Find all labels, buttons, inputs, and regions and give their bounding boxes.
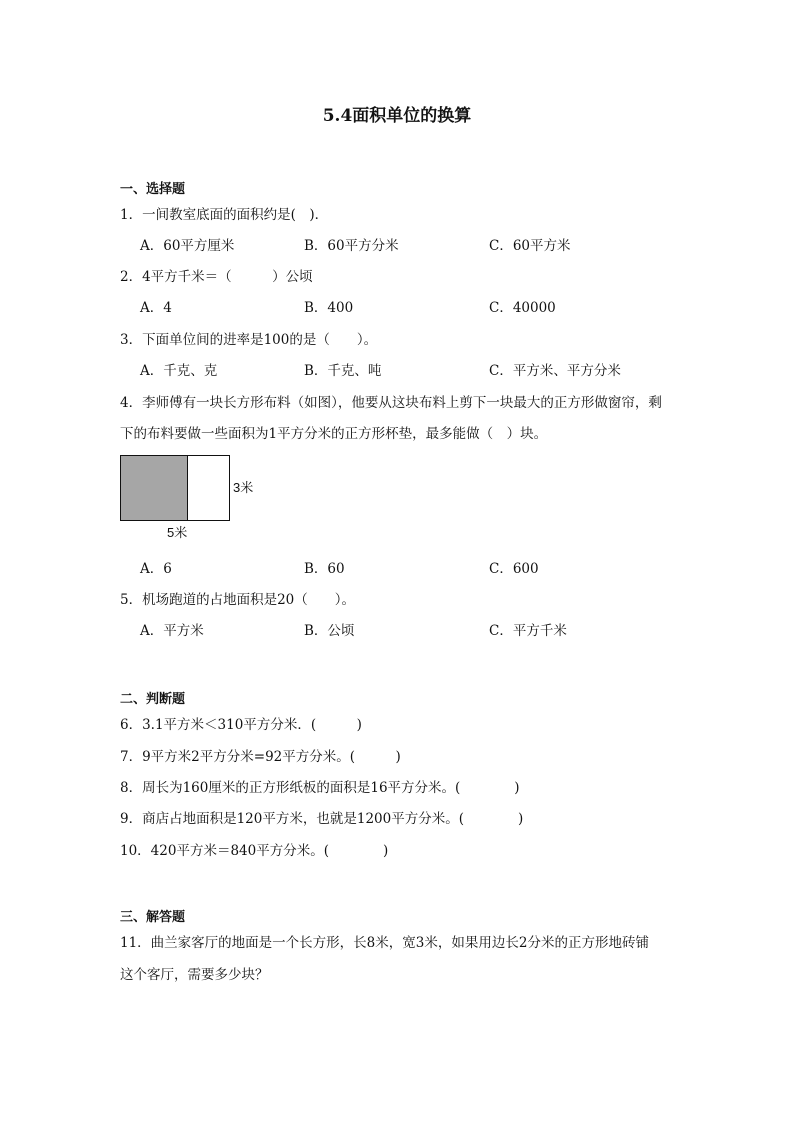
question-4-option-b: B．60 — [304, 561, 345, 577]
question-10-text: 10．420平方米＝840平方分米。( ) — [120, 843, 389, 859]
question-5-option-a: A．平方米 — [140, 623, 204, 639]
question-1-option-c: C．60平方米 — [489, 238, 571, 254]
question-4-option-a: A．6 — [140, 561, 172, 577]
question-5-text: 5．机场跑道的占地面积是20（ ）。 — [120, 592, 356, 608]
question-1-option-a: A．60平方厘米 — [140, 238, 235, 254]
question-11-line-2: 这个客厅，需要多少块？ — [120, 967, 269, 983]
section-heading-choice: 一、选择题 — [120, 182, 186, 197]
fabric-rectangle-figure — [120, 455, 230, 521]
question-5-option-b: B．公顷 — [304, 623, 355, 639]
question-4-option-c: C．600 — [489, 561, 539, 577]
question-1-option-b: B．60平方分米 — [304, 238, 399, 254]
question-3-option-a: A．千克、克 — [140, 363, 218, 379]
square-curtain-region — [121, 456, 188, 520]
question-2-option-a: A．4 — [140, 300, 172, 316]
page-title: 5.4面积单位的换算 — [322, 106, 472, 126]
question-2-option-c: C．40000 — [489, 300, 556, 316]
question-8-text: 8．周长为160厘米的正方形纸板的面积是16平方分米。( ) — [120, 780, 520, 796]
question-1-text: 1．一间教室底面的面积约是( )． — [120, 207, 329, 223]
question-4-line-1: 4．李师傅有一块长方形布料（如图），他要从这块布料上剪下一块最大的正方形做窗帘，剩 — [120, 395, 662, 411]
question-2-option-b: B．400 — [304, 300, 354, 316]
question-6-text: 6．3.1平方米＜310平方分米．( ) — [120, 717, 362, 733]
section-heading-judge: 二、判断题 — [120, 692, 186, 707]
question-9-text: 9．商店占地面积是120平方米，也就是1200平方分米。( ) — [120, 811, 524, 827]
question-3-option-b: B．千克、吨 — [304, 363, 382, 379]
question-5-option-c: C．平方千米 — [489, 623, 567, 639]
question-4-line-2: 下的布料要做一些面积为1平方分米的正方形杯垫，最多能做（ ）块。 — [120, 426, 548, 442]
question-2-text: 2．4平方千米＝（ ）公顷 — [120, 269, 313, 285]
question-7-text: 7．9平方米2平方分米=92平方分米。( ) — [120, 749, 401, 765]
section-heading-answer: 三、解答题 — [120, 910, 186, 925]
figure-height-label: 3米 — [233, 480, 254, 495]
question-3-option-c: C．平方米、平方分米 — [489, 363, 621, 379]
question-11-line-1: 11．曲兰家客厅的地面是一个长方形，长8米，宽3米，如果用边长2分米的正方形地砖铺 — [120, 935, 649, 951]
question-3-text: 3．下面单位间的进率是100的是（ ）。 — [120, 332, 378, 348]
figure-width-label: 5米 — [167, 525, 188, 540]
